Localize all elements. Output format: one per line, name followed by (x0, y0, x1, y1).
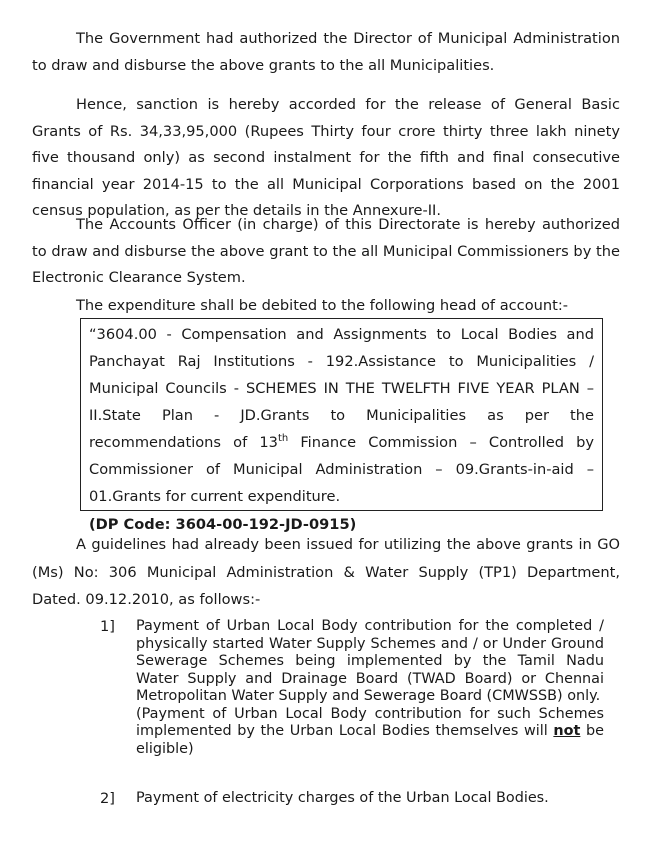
paragraph-sanction: Hence, sanction is hereby accorded for the release of General Basic Grants of Rs. 34,33,95,000 (Rupees Thirty four crore thirty three lakh ninety five thousand only) as second instalment for the fifth and final consecutive financial year 2014-15 to the all Municipal Corporations based on the 2001 census population, as per the details in the Annexure-II. (32, 96, 620, 220)
list-item-text: Payment of electricity charges of the Urban Local Bodies. (136, 790, 549, 806)
paragraph-expenditure-intro: The expenditure shall be debited to the following head of account:- (76, 297, 569, 314)
paragraph-accounts-officer: The Accounts Officer (in charge) of this Directorate is hereby authorized to draw and disburse the above grant to the all Municipal Commissioners by the Electronic Clearance System. (32, 216, 620, 287)
head-of-account-part-2: Finance Commission – Controlled by Commissioner of Municipal Administration – 09.Grants-in-aid – 01.Grants for current expenditure. (89, 434, 594, 505)
list-item-number: 2] (100, 790, 115, 807)
list-item-text: Payment of Urban Local Body contribution for the completed / physically started Water Supply Schemes and / or Under Ground Sewerage Schemes being implemented by the Tamil Nadu Water Supply and Drainage Board (TWAD Board) or Chennai Metropolitan Water Supply and Sewerage Board (CMWSSB) only. (136, 618, 604, 704)
paragraph-guidelines-intro: A guidelines had already been issued for utilizing the above grants in GO (Ms) No: 306 Municipal Administration & Water Supply (TP1) Department, Dated. 09.12.2010, as follows:- (32, 536, 620, 608)
dp-code: (DP Code: 3604-00-192-JD-0915) (89, 516, 357, 533)
note-text-after: be eligible) (136, 723, 604, 757)
head-of-account-part-1: “3604.00 - Compensation and Assignments to Local Bodies and Panchayat Raj Institutions - 192.Assistance to Municipalities / Municipal Councils - SCHEMES IN THE TWELFTH FIVE YEAR PLAN – II.State Plan - JD.Grants to Municipalities as per the recommendations of 13 (89, 326, 594, 451)
ordinal-superscript: th (277, 433, 289, 445)
note-emphasis: not (553, 723, 581, 739)
list-item-note (136, 706, 604, 759)
paragraph-authorization: The Government had authorized the Director of Municipal Administration to draw and disburse the above grants to the all Municipalities. (32, 30, 620, 74)
note-text-before: (Payment of Urban Local Body contribution for such Schemes implemented by the Urban Local Bodies themselves will (136, 705, 604, 739)
list-item-number: 1] (100, 618, 115, 635)
head-of-account-box (80, 318, 603, 533)
head-of-account-text (89, 321, 594, 510)
